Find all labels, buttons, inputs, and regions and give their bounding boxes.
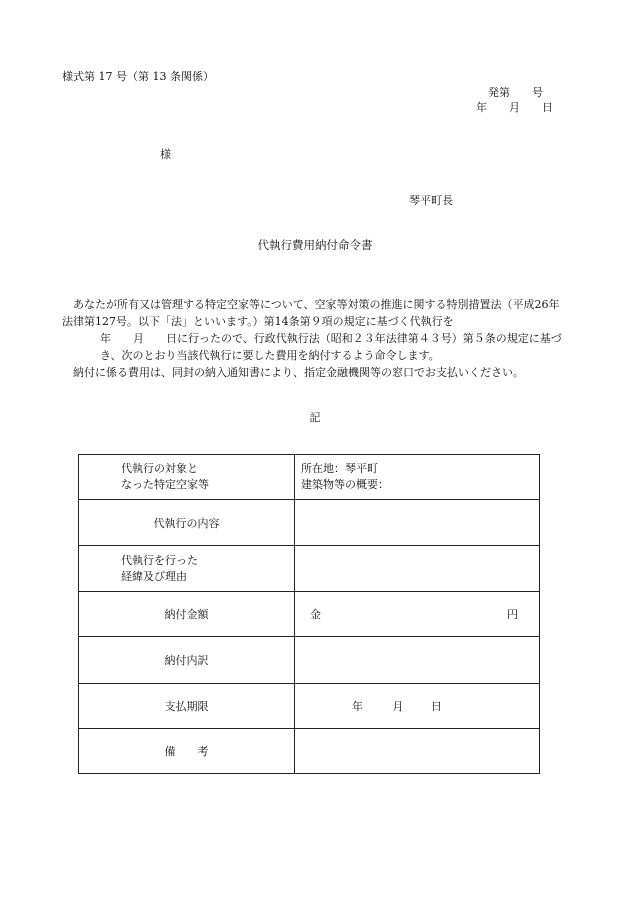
issuer: 琴平町長 (409, 194, 453, 207)
deadline-label: 支払期限 (79, 684, 295, 729)
content-label: 代執行の内容 (79, 500, 295, 546)
reason-label (79, 546, 295, 592)
detail-table (78, 454, 540, 774)
remarks-value (295, 729, 540, 774)
issue-date: 年 月 日 (476, 101, 553, 114)
addressee: 様 (160, 148, 171, 161)
table-row (79, 637, 540, 684)
target-label-line2: なった特定空家等 (121, 478, 209, 491)
table-row (79, 592, 540, 637)
amount-suffix: 円 (507, 608, 518, 621)
body-text (62, 296, 567, 381)
table-row (79, 684, 540, 729)
breakdown-value (295, 637, 540, 684)
target-label-line1: 代執行の対象と (121, 462, 198, 475)
issue-number: 発第 号 (488, 86, 543, 99)
reason-value (295, 546, 540, 592)
deadline-month: 月 (392, 700, 404, 713)
table-row (79, 729, 540, 774)
breakdown-label: 納付内訳 (79, 637, 295, 684)
remarks-label: 備 考 (79, 729, 295, 774)
deadline-year: 年 (352, 700, 363, 713)
body-paragraph-3: 納付に係る費用は、同封の納入通知書により、指定金融機関等の窓口でお支払いください。 (73, 366, 524, 379)
target-label (79, 455, 295, 500)
target-value (295, 455, 540, 500)
reason-label-line1: 代執行を行った (121, 553, 198, 567)
amount-label: 納付金額 (79, 592, 295, 637)
ki-heading: 記 (309, 411, 321, 424)
form-number: 様式第 17 号（第 13 条関係） (62, 70, 214, 83)
table-row (79, 455, 540, 500)
deadline-value (295, 684, 540, 729)
amount-value (295, 592, 540, 637)
target-value-line2: 建築物等の概要： (301, 478, 389, 491)
reason-label-line2: 経緯及び理由 (121, 569, 187, 583)
body-paragraph-2: 年 月 日に行ったので、行政代執行法（昭和２３年法律第４３号）第５条の規定に基づき、次のとおり当該代執行に要した費用を納付するよう命令します。 (100, 332, 562, 362)
document-title: 代執行費用納付命令書 (257, 238, 373, 252)
table-row (79, 500, 540, 546)
content-value (295, 500, 540, 546)
table-row (79, 546, 540, 592)
amount-prefix: 金 (310, 608, 321, 621)
body-paragraph-1: あなたが所有又は管理する特定空家等について、空家等対策の推進に関する特別措置法（平成26年法律第127号。以下「法」といいます。）第14条第９項の規定に基づく代執行を (62, 298, 560, 328)
deadline-day: 日 (431, 700, 442, 713)
target-value-line1: 所在地：琴平町 (301, 462, 378, 475)
